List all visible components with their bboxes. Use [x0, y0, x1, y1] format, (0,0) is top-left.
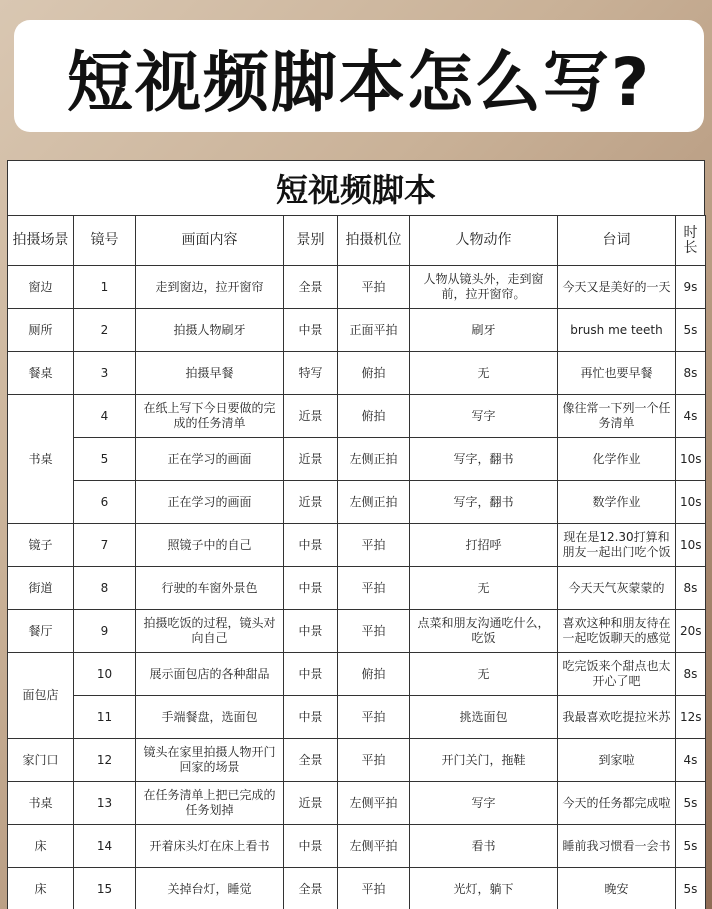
cell-line: 化学作业 [558, 438, 676, 481]
cell-line: 晚安 [558, 868, 676, 909]
cell-content: 在任务清单上把已完成的任务划掉 [136, 782, 284, 825]
cell-duration: 10s [676, 438, 706, 481]
cell-camera-angle: 左侧平拍 [338, 782, 410, 825]
table-row [8, 567, 706, 610]
col-header-line: 台词 [558, 216, 676, 266]
cell-shot-size: 全景 [284, 266, 338, 309]
cell-shot-size: 近景 [284, 395, 338, 438]
cell-shot-no: 12 [74, 739, 136, 782]
cell-line: 像往常一下列一个任务清单 [558, 395, 676, 438]
cell-shot-no: 5 [74, 438, 136, 481]
cell-action: 点菜和朋友沟通吃什么，吃饭 [410, 610, 558, 653]
cell-scene: 餐厅 [8, 610, 74, 653]
cell-camera-angle: 平拍 [338, 696, 410, 739]
cell-shot-no: 9 [74, 610, 136, 653]
header-row [8, 216, 706, 266]
cell-shot-size: 中景 [284, 696, 338, 739]
col-header-action: 人物动作 [410, 216, 558, 266]
cell-camera-angle: 俯拍 [338, 653, 410, 696]
cell-action: 写字，翻书 [410, 438, 558, 481]
cell-line: 吃完饭来个甜点也太开心了吧 [558, 653, 676, 696]
cell-camera-angle: 平拍 [338, 610, 410, 653]
cell-line: 我最喜欢吃提拉米苏 [558, 696, 676, 739]
sheet-title: 短视频脚本 [7, 160, 705, 215]
cell-shot-size: 中景 [284, 610, 338, 653]
cell-shot-no: 3 [74, 352, 136, 395]
table-row [8, 481, 706, 524]
title-banner [14, 20, 704, 132]
cell-action: 无 [410, 653, 558, 696]
cell-scene: 街道 [8, 567, 74, 610]
cell-line: 睡前我习惯看一会书 [558, 825, 676, 868]
cell-shot-no: 14 [74, 825, 136, 868]
table-row [8, 352, 706, 395]
cell-camera-angle: 平拍 [338, 868, 410, 909]
script-sheet [7, 160, 705, 909]
cell-duration: 10s [676, 481, 706, 524]
cell-camera-angle: 俯拍 [338, 395, 410, 438]
cell-line: 到家啦 [558, 739, 676, 782]
cell-camera-angle: 左侧正拍 [338, 438, 410, 481]
cell-scene: 书桌 [8, 395, 74, 524]
cell-content: 正在学习的画面 [136, 481, 284, 524]
table-row [8, 782, 706, 825]
cell-camera-angle: 正面平拍 [338, 309, 410, 352]
cell-duration: 5s [676, 825, 706, 868]
cell-shot-no: 10 [74, 653, 136, 696]
cell-line: 再忙也要早餐 [558, 352, 676, 395]
cell-line: 现在是12.30打算和朋友一起出门吃个饭 [558, 524, 676, 567]
cell-shot-size: 近景 [284, 782, 338, 825]
col-header-shot-no: 镜号 [74, 216, 136, 266]
cell-duration: 10s [676, 524, 706, 567]
cell-shot-size: 特写 [284, 352, 338, 395]
cell-content: 拍摄人物刷牙 [136, 309, 284, 352]
cell-camera-angle: 左侧正拍 [338, 481, 410, 524]
cell-line: 今天的任务都完成啦 [558, 782, 676, 825]
cell-scene: 床 [8, 825, 74, 868]
cell-line: 今天又是美好的一天 [558, 266, 676, 309]
table-row [8, 309, 706, 352]
cell-content: 在纸上写下今日要做的完成的任务清单 [136, 395, 284, 438]
cell-shot-no: 4 [74, 395, 136, 438]
cell-scene: 书桌 [8, 782, 74, 825]
cell-duration: 5s [676, 309, 706, 352]
cell-content: 展示面包店的各种甜品 [136, 653, 284, 696]
cell-scene: 床 [8, 868, 74, 909]
col-header-camera-angle: 拍摄机位 [338, 216, 410, 266]
cell-scene: 餐桌 [8, 352, 74, 395]
table-row [8, 696, 706, 739]
cell-action: 写字，翻书 [410, 481, 558, 524]
col-header-shot-size: 景别 [284, 216, 338, 266]
table-row [8, 825, 706, 868]
col-header-scene: 拍摄场景 [8, 216, 74, 266]
cell-content: 走到窗边，拉开窗帘 [136, 266, 284, 309]
cell-content: 镜头在家里拍摄人物开门回家的场景 [136, 739, 284, 782]
cell-shot-no: 11 [74, 696, 136, 739]
cell-shot-size: 中景 [284, 567, 338, 610]
table-row [8, 868, 706, 909]
cell-content: 行驶的车窗外景色 [136, 567, 284, 610]
cell-shot-size: 中景 [284, 524, 338, 567]
cell-line: 今天天气灰蒙蒙的 [558, 567, 676, 610]
table-row [8, 610, 706, 653]
cell-scene: 面包店 [8, 653, 74, 739]
cell-line: brush me teeth [558, 309, 676, 352]
cell-shot-size: 中景 [284, 653, 338, 696]
cell-shot-no: 6 [74, 481, 136, 524]
cell-duration: 8s [676, 653, 706, 696]
cell-shot-no: 8 [74, 567, 136, 610]
cell-scene: 镜子 [8, 524, 74, 567]
cell-shot-no: 15 [74, 868, 136, 909]
col-header-duration: 时长 [676, 216, 706, 266]
cell-content: 关掉台灯，睡觉 [136, 868, 284, 909]
table-row [8, 395, 706, 438]
cell-shot-size: 近景 [284, 438, 338, 481]
cell-action: 无 [410, 352, 558, 395]
cell-line: 喜欢这种和朋友待在一起吃饭聊天的感觉 [558, 610, 676, 653]
cell-duration: 12s [676, 696, 706, 739]
cell-action: 写字 [410, 782, 558, 825]
cell-action: 看书 [410, 825, 558, 868]
cell-action: 光灯，躺下 [410, 868, 558, 909]
cell-duration: 9s [676, 266, 706, 309]
table-row [8, 653, 706, 696]
cell-scene: 厕所 [8, 309, 74, 352]
script-table [7, 215, 706, 909]
cell-duration: 20s [676, 610, 706, 653]
cell-camera-angle: 平拍 [338, 739, 410, 782]
cell-action: 刷牙 [410, 309, 558, 352]
table-row [8, 524, 706, 567]
cell-action: 无 [410, 567, 558, 610]
cell-content: 照镜子中的自己 [136, 524, 284, 567]
cell-duration: 5s [676, 868, 706, 909]
cell-scene: 家门口 [8, 739, 74, 782]
table-row [8, 438, 706, 481]
cell-line: 数学作业 [558, 481, 676, 524]
cell-duration: 8s [676, 567, 706, 610]
cell-shot-size: 全景 [284, 739, 338, 782]
cell-content: 拍摄早餐 [136, 352, 284, 395]
cell-scene: 窗边 [8, 266, 74, 309]
table-row [8, 266, 706, 309]
cell-action: 写字 [410, 395, 558, 438]
cell-content: 拍摄吃饭的过程，镜头对向自己 [136, 610, 284, 653]
cell-camera-angle: 平拍 [338, 266, 410, 309]
cell-shot-no: 7 [74, 524, 136, 567]
cell-camera-angle: 平拍 [338, 524, 410, 567]
cell-action: 开门关门，拖鞋 [410, 739, 558, 782]
cell-shot-no: 13 [74, 782, 136, 825]
cell-content: 正在学习的画面 [136, 438, 284, 481]
cell-shot-size: 中景 [284, 309, 338, 352]
cell-camera-angle: 左侧平拍 [338, 825, 410, 868]
cell-camera-angle: 平拍 [338, 567, 410, 610]
cell-duration: 5s [676, 782, 706, 825]
cell-action: 人物从镜头外，走到窗前，拉开窗帘。 [410, 266, 558, 309]
cell-camera-angle: 俯拍 [338, 352, 410, 395]
cell-shot-size: 近景 [284, 481, 338, 524]
cell-shot-no: 1 [74, 266, 136, 309]
cell-content: 开着床头灯在床上看书 [136, 825, 284, 868]
table-row [8, 739, 706, 782]
cell-shot-size: 中景 [284, 825, 338, 868]
cell-shot-size: 全景 [284, 868, 338, 909]
page-title: 短视频脚本怎么写? [66, 43, 652, 121]
cell-duration: 4s [676, 395, 706, 438]
col-header-content: 画面内容 [136, 216, 284, 266]
cell-duration: 8s [676, 352, 706, 395]
cell-action: 挑选面包 [410, 696, 558, 739]
cell-action: 打招呼 [410, 524, 558, 567]
cell-duration: 4s [676, 739, 706, 782]
cell-shot-no: 2 [74, 309, 136, 352]
cell-content: 手端餐盘，选面包 [136, 696, 284, 739]
